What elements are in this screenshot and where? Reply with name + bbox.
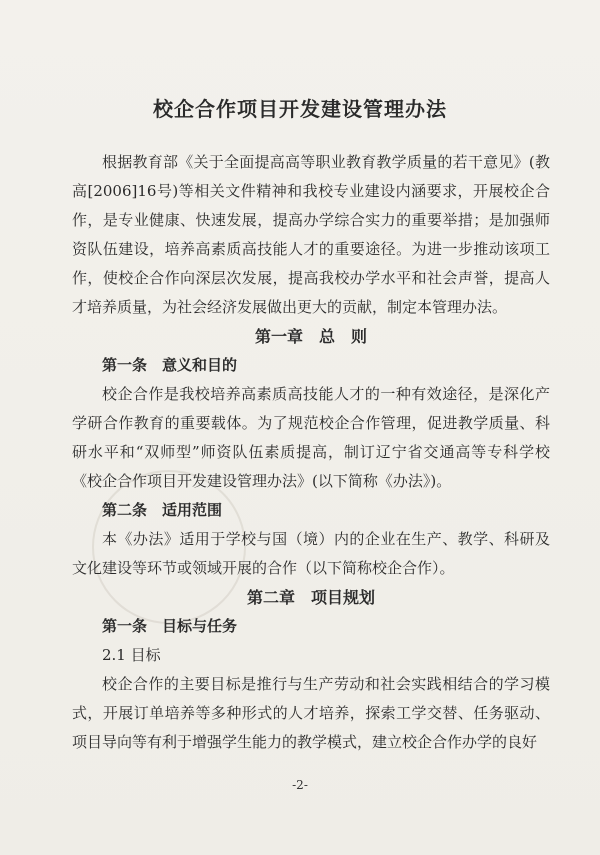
page-number: -2- [292, 778, 308, 792]
chapter-heading: 第一章 总 则 [254, 327, 367, 346]
body-paragraph: 本《办法》适用于学校与国（境）内的企业在生产、教学、科研及文化建设等环节或领域开展的合作（以下简称校企合作）。 [72, 530, 550, 577]
subsection-heading: 2.1 目标 [102, 646, 161, 664]
chapter-heading: 第二章 项目规划 [246, 588, 375, 607]
article-heading: 第一条 意义和目的 [102, 356, 238, 374]
document-body [72, 148, 550, 757]
body-paragraph: 校企合作是我校培养高素质高技能人才的一种有效途径，是深化产学研合作教育的重要载体。为了规范校企合作管理，促进教学质量、科研水平和“双师型”师资队伍素质提高，制订辽宁省交通高等专科学校《校企合作项目开发建设管理办法》(以下简称《办法》)。 [72, 385, 550, 490]
body-paragraph: 校企合作的主要目标是推行与生产劳动和社会实践相结合的学习模式，开展订单培养等多种形式的人才培养，探索工学交替、任务驱动、项目导向等有利于增强学生能力的教学模式，建立校企合作办学的良好 [72, 675, 550, 751]
article-heading: 第二条 适用范围 [102, 501, 223, 519]
article-heading: 第一条 目标与任务 [102, 617, 238, 635]
document-title: 校企合作项目开发建设管理办法 [153, 97, 447, 121]
intro-paragraph: 根据教育部《关于全面提高高等职业教育教学质量的若干意见》(教高[2006]16号)等相关文件精神和我校专业建设内涵要求，开展校企合作，是专业健康、快速发展，提高办学综合实力的重要举措；是加强师资队伍建设，培养高素质高技能人才的重要途径。为进一步推动该项工作，使校企合作向深层次发展，提高我校办学水平和社会声誉，提高人才培养质量，为社会经济发展做出更大的贡献，制定本管理办法。 [72, 153, 550, 316]
